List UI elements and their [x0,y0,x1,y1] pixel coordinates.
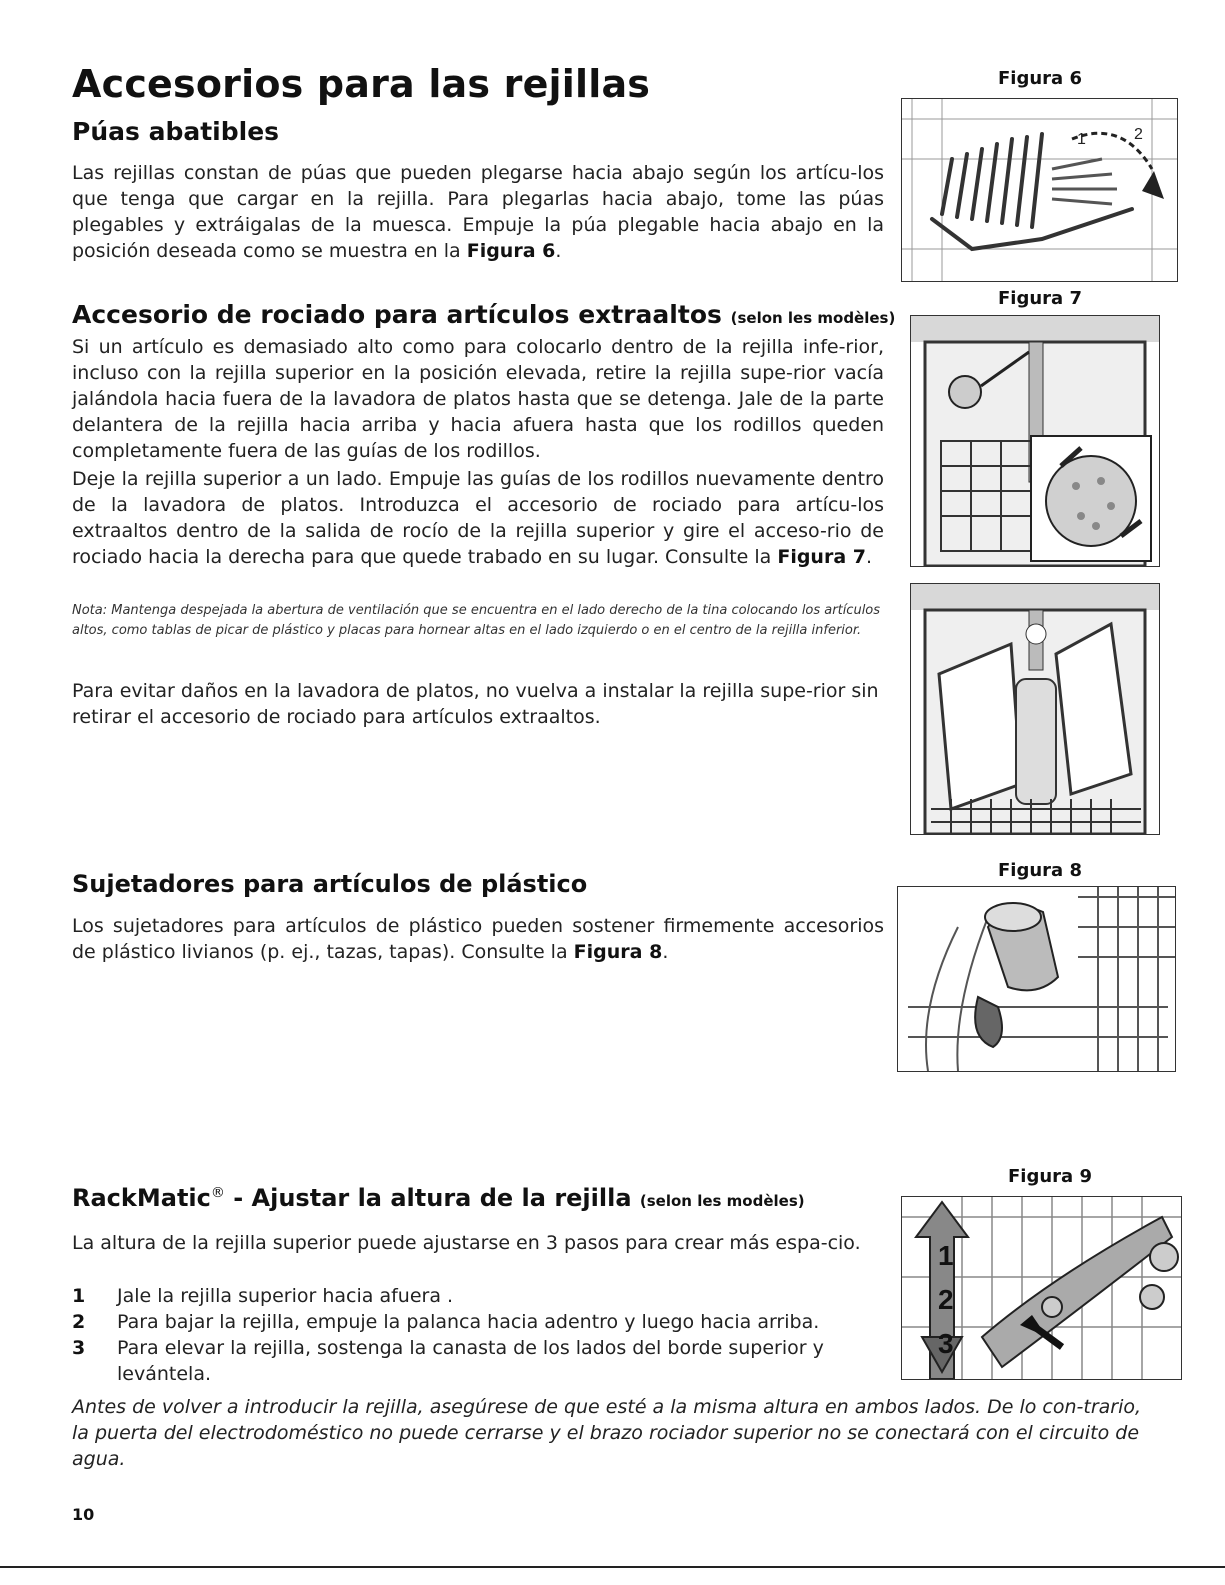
rackmatic-brand: RackMatic [72,1184,211,1212]
rackmatic-intro: La altura de la rejilla superior puede ajustarse en 3 pasos para crear más espa-cio. [72,1232,861,1254]
section-heading-rociado [72,300,895,329]
puas-paragraph [72,160,884,264]
rociado-paragraph-1: Si un artículo es demasiado alto como para colocarlo dentro de la rejilla infe-rior, incluso con la rejilla superior en la posición elevada, retire la rejilla supe-rior vacía jalándola hacia fuera de la lavadora de platos hasta que se detenga. Jale de la parte delantera de la rejilla hacia arriba y hacia afuera hasta que los rodillos queden completamente fuera de las guías de los rodillos. [72,336,884,462]
level-3-callout: 3 [938,1328,954,1359]
step-item [72,1309,902,1335]
rociado-paragraph-2 [72,466,884,570]
sujetadores-text-end: . [662,941,669,963]
figure-9-image [901,1196,1182,1380]
rackmatic-model-note: (selon les modèles) [639,1192,805,1210]
spray-accessory-illustration [911,316,1159,566]
puas-text-end: . [555,240,562,262]
fold-down-tines-illustration [902,99,1177,281]
callout-1: 1 [1077,131,1086,148]
step-text: Jale la rejilla superior hacia afuera . [117,1285,454,1307]
step-number: 1 [72,1285,86,1307]
bottom-rule [0,1566,1225,1568]
step-number: 2 [72,1311,86,1333]
rociado-note: Nota: Mantenga despejada la abertura de ventilación que se encuentra en el lado derecho de la tina colocando los artículos altos, como tablas de picar de plástico y placas para hornear altas en el lado izquierdo o en el centro de la rejilla inferior. [72,603,881,638]
level-2-callout: 2 [938,1284,954,1315]
arrow-icon [1142,171,1164,199]
step-number: 3 [72,1337,86,1359]
step-item [72,1283,902,1309]
step-text: Para elevar la rejilla, sostenga la canasta de los lados del borde superior y levántela. [117,1337,824,1385]
figure-6-reference: Figura 6 [466,240,556,262]
figure-7-reference: Figura 7 [777,546,866,568]
section-heading-rackmatic [72,1184,805,1212]
figure-8-label: Figura 8 [998,860,1082,881]
rackmatic-warning: Antes de volver a introducir la rejilla, asegúrese de que esté a la misma altura en ambos lados. De lo con-trario, la puerta del electrodoméstico no puede cerrarse y el brazo rociador superior no se conectará con el circuito de agua. [72,1396,1142,1470]
registered-mark: ® [210,1185,225,1201]
figure-8-image [897,886,1176,1072]
plastic-clip-illustration [898,887,1175,1071]
callout-2: 2 [1134,126,1143,143]
rociado-heading-text: Accesorio de rociado para artículos extraaltos [72,300,722,329]
rociado-model-note: (selon les modèles) [730,309,896,327]
tall-items-rack-illustration [911,584,1159,834]
rackmatic-heading-text: - Ajustar la altura de la rejilla [224,1184,632,1212]
rociado-p2-end: . [866,546,873,568]
step-text: Para bajar la rejilla, empuje la palanca hacia adentro y luego hacia arriba. [117,1311,820,1333]
section-heading-puas: Púas abatibles [72,117,280,146]
figure-8-reference: Figura 8 [573,941,663,963]
section-heading-sujetadores: Sujetadores para artículos de plástico [72,870,588,898]
figure-9-label: Figura 9 [1008,1166,1092,1187]
sujetadores-paragraph [72,913,884,965]
level-1-callout: 1 [938,1240,954,1271]
page-title: Accesorios para las rejillas [72,62,651,106]
figure-6-image [901,98,1178,282]
rackmatic-lever-illustration [902,1197,1181,1379]
rackmatic-steps [72,1283,902,1387]
page-number: 10 [72,1505,95,1524]
sujetadores-text: Los sujetadores para artículos de plástico pueden sostener firmemente accesorios de plástico livianos (p. ej., tazas, tapas). Consulte la [72,915,884,963]
rociado-paragraph-3: Para evitar daños en la lavadora de platos, no vuelva a instalar la rejilla supe-rior sin retirar el accesorio de rociado para artículos extraaltos. [72,680,879,728]
figure-7-label: Figura 7 [998,288,1082,309]
figure-7-image-top [910,315,1160,567]
step-item [72,1335,902,1387]
figure-6-label: Figura 6 [998,68,1082,89]
puas-text: Las rejillas constan de púas que pueden plegarse hacia abajo según los artícu-los que tenga que cargar en la rejilla. Para plegarlas hacia abajo, tome las púas plegables y extráigalas de la muesca. Empuje la púa plegable hacia abajo en la posición deseada como se muestra en la [72,162,884,262]
rociado-p2-text: Deje la rejilla superior a un lado. Empuje las guías de los rodillos nuevamente dentro de la lavadora de platos. Introduzca el accesorio de rociado para artícu-los extraaltos dentro de la salida de rocío de la rejilla superior y gire el acceso-rio de rociado hacia la derecha para que quede trabado en su lugar. Consulte la [72,468,884,568]
figure-7-image-bottom [910,583,1160,835]
